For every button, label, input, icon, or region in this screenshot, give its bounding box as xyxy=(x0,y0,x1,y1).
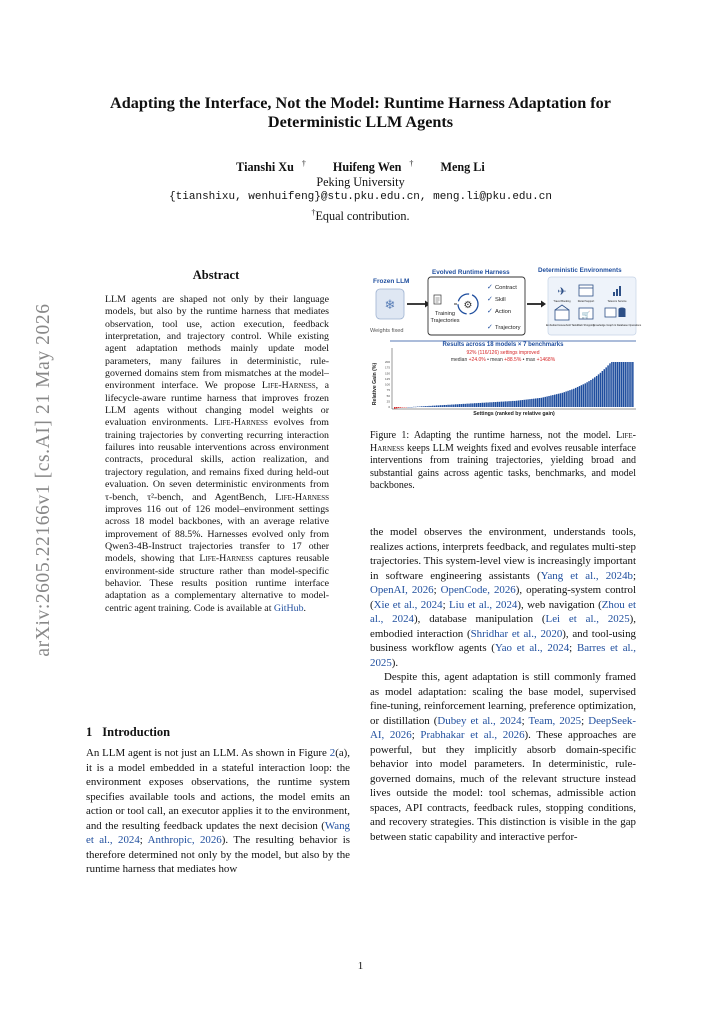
author-block xyxy=(60,156,661,224)
y-tick-label: 175 xyxy=(384,365,390,370)
y-axis-label: Relative Gain (%) xyxy=(372,362,378,406)
chart-bar xyxy=(531,399,532,407)
chart-bar xyxy=(604,369,605,407)
chart-bar xyxy=(628,362,629,407)
chart-bar xyxy=(583,384,584,407)
section-heading: 1 Introduction xyxy=(86,725,171,739)
citation-link[interactable]: Liu et al., 2024 xyxy=(449,598,518,611)
author-names xyxy=(60,156,661,175)
arrow-icon xyxy=(541,301,546,308)
chart-bar xyxy=(524,400,525,407)
intro-paragraph: Despite this, agent adaptation is still commonly framed as model adaptation: scaling the base model, supervised fine-tuning, reinforcement learning, preference optimization, or distillation (Dubey et al., 2024; Team, 2025; DeepSeek-AI, 2026; Prabhakar et al., 2026). These approaches are powerful, but they implicitly absorb domain-specific behavior into model parameters. In deterministic, rule-governed domains, much of the relevant structure instead lives outside the model: tool schemas, admissible action spaces, API contracts, feedback rules, stopping conditions, and recovery strategies. This distinction is visible in the gap between static capability and interactive perfor- xyxy=(370,671,637,843)
chart-bar xyxy=(567,391,568,407)
chart-bar xyxy=(569,390,570,407)
citation-link[interactable]: Lei et al., 2025 xyxy=(545,613,630,625)
chart-bar xyxy=(537,398,538,407)
chart-bar xyxy=(426,406,427,407)
chart-bar xyxy=(607,365,608,407)
svg-text:Action: Action xyxy=(495,309,512,315)
author-emails: {tianshixu, wenhuifeng}@stu.pku.edu.cn, meng.li@pku.edu.cn xyxy=(169,191,552,204)
chart-bar xyxy=(630,362,631,407)
chart-bar xyxy=(428,406,429,407)
document-icon xyxy=(434,295,441,304)
chart-bar xyxy=(575,388,576,407)
chart-bar xyxy=(548,396,549,407)
chart-bar xyxy=(624,362,625,407)
chart-bar xyxy=(449,405,450,407)
chart-bar xyxy=(579,386,580,407)
chart-bar xyxy=(602,371,603,407)
chart-bar xyxy=(577,387,578,407)
chart-bar xyxy=(512,401,513,407)
frozen-llm-label: Frozen LLM xyxy=(373,278,410,285)
chart-bar xyxy=(581,385,582,407)
chart-bar xyxy=(463,404,464,407)
household-icon xyxy=(555,310,569,320)
chart-bar xyxy=(444,405,445,407)
chart-bar xyxy=(476,403,477,407)
chart-bar xyxy=(424,406,425,407)
chart-bar xyxy=(497,402,498,407)
equal-mark: † xyxy=(301,159,306,168)
chart-bar xyxy=(457,404,458,407)
chart-bar xyxy=(586,382,587,407)
weights-fixed-label: Weights fixed xyxy=(370,328,404,334)
chart-bar xyxy=(461,404,462,407)
chart-bar xyxy=(592,379,593,407)
figure-1 xyxy=(370,262,642,422)
chart-bar xyxy=(611,362,612,407)
author-name: Meng Li xyxy=(440,160,485,175)
chart-bar xyxy=(466,404,467,407)
author-name: Tianshi Xu xyxy=(236,160,294,175)
chart-bar xyxy=(554,395,555,407)
chart-bar xyxy=(503,402,504,407)
chart-bar xyxy=(493,402,494,407)
chart-bar xyxy=(571,389,572,407)
chart-bar xyxy=(539,398,540,407)
figure-1-caption: Figure 1: Adapting the runtime harness, not the model. Life-Harness keeps LLM weights fixed and evolves reusable interface interventions from training trajectories, yielding broad and substantial gains across agentic tasks, benchmarks, and model backbones. xyxy=(370,430,637,492)
chart-bar xyxy=(480,403,481,407)
chart-bar xyxy=(546,396,547,407)
equal-mark: † xyxy=(409,159,414,168)
chart-bar xyxy=(617,362,618,407)
author-name: Huifeng Wen xyxy=(332,160,402,175)
github-link[interactable]: GitHub xyxy=(273,602,304,614)
citation-link[interactable]: Xie et al., 2024 xyxy=(373,598,443,611)
abstract-body: LLM agents are shaped not only by their language models, but also by the runtime harness that mediates observation, tool use, action execution, feedback interpretation, and trajectory control. While existing agent adaptation methods mainly update model parameters, many failures in deterministic, rule-governed domains stem from mismatches at the model–environment interface. We propose Life-Harness, a lifecycle-aware runtime harness that improves frozen LLM agents without changing model weights or evaluation environments. Life-Harness evolves from training trajectories by converting recurring interaction failures into reusable interventions across environment contracts, procedural skills, action realization, and trajectory regulation, and remains fixed during held-out evaluation. On seven deterministic environments from τ-bench, τ²-bench, and AgentBench, Life-Harness improves 116 out of 126 model–environment settings across 18 model backbones, with an average relative improvement of 88.5%. Harnesses evolved only from Qwen3-4B-Instruct trajectories transfer to 17 other models, showing that Life-Harness captures reusable environment-side structure rather than model-specific behavior. These results position runtime interface adaptation as a complementary alternative to model-centric agent training. Code is available at GitHub. xyxy=(105,294,329,614)
svg-text:Retail Support: Retail Support xyxy=(577,300,595,303)
method-name: Life-Harness xyxy=(214,417,268,429)
chart-bar xyxy=(459,404,460,407)
arxiv-sidebar xyxy=(0,0,62,1019)
chart-bar xyxy=(516,401,517,407)
chart-bar xyxy=(527,399,528,407)
chart-bar xyxy=(432,406,433,407)
chart-bar xyxy=(398,407,399,408)
chart-bar xyxy=(590,380,591,407)
chart-bar xyxy=(440,405,441,407)
svg-text:Embodied Household Tasks: Embodied Household Tasks xyxy=(545,324,579,327)
svg-text:Travel Booking: Travel Booking xyxy=(553,300,571,303)
svg-text:Trajectory: Trajectory xyxy=(495,325,521,331)
chart-bar xyxy=(442,405,443,407)
method-name: Life-Harness xyxy=(275,491,329,503)
chart-bar xyxy=(522,400,523,407)
environments-label: Deterministic Environments xyxy=(538,267,622,274)
chart-bar xyxy=(472,403,473,407)
figure-1-graphic xyxy=(370,262,642,422)
chart-bar xyxy=(455,404,456,407)
svg-text:Skill: Skill xyxy=(495,297,506,303)
chart-bar xyxy=(453,405,454,407)
svg-text:Telecom Service: Telecom Service xyxy=(607,300,627,303)
chart-bar xyxy=(436,405,437,407)
chart-bar xyxy=(560,393,561,407)
chart-bar xyxy=(474,403,475,407)
chart-bar xyxy=(470,403,471,407)
chart-bar xyxy=(564,392,565,407)
y-tick-label: 75 xyxy=(386,388,390,393)
intro-left-paragraph: An LLM agent is not just an LLM. As shown in Figure 2(a), it is a model embedded in a stateful interaction loop: the environment exposes observations, the runtime system specifies available tools and actions, the model emits an action or tool call, an executor applies it to the environment, and the resulting feedback updates the next decision (Wang et al., 2024; Anthropic, 2026). The resulting behavior is therefore determined not only by the model, but also by the runtime harness that mediates how xyxy=(86,747,350,875)
chart-bar xyxy=(596,376,597,407)
chart-bar xyxy=(423,406,424,407)
chart-bar xyxy=(550,396,551,407)
chart-bar xyxy=(621,362,622,407)
chart-bar xyxy=(623,362,624,407)
training-trajectories-label: Training Trajectories xyxy=(430,311,460,324)
svg-text:Knowledge Graph & Database Ope: Knowledge Graph & Database Operations xyxy=(592,324,642,327)
chart-bar xyxy=(594,377,595,407)
citation-link[interactable]: Zhou et al., 2024 xyxy=(370,598,637,625)
citation-link[interactable]: Dubey et al., 2024 xyxy=(437,714,522,727)
y-tick-label: 100 xyxy=(384,382,390,387)
svg-text:✓: ✓ xyxy=(487,324,493,331)
citation-link[interactable]: Shridhar et al., 2020 xyxy=(470,627,563,640)
chart-bar xyxy=(600,373,601,407)
chart-bar xyxy=(508,401,509,407)
method-name: Life-Harness xyxy=(261,380,316,392)
chart-bar xyxy=(541,398,542,407)
chart-bar xyxy=(482,403,483,407)
chart-bar xyxy=(529,399,530,407)
chart-bar xyxy=(525,400,526,407)
y-tick-label: 150 xyxy=(384,371,390,376)
y-tick-label: 200 xyxy=(384,360,390,364)
chart-bar xyxy=(558,394,559,407)
chart-bar xyxy=(565,391,566,407)
chart-bar xyxy=(504,401,505,407)
y-tick-label: 0 xyxy=(388,405,390,409)
results-title: Results across 18 models × 7 benchmarks xyxy=(442,342,564,348)
chart-bar xyxy=(489,402,490,407)
chart-bar xyxy=(514,401,515,407)
chart-bar xyxy=(605,367,606,407)
chart-bar xyxy=(499,402,500,407)
svg-text:🛒: 🛒 xyxy=(581,312,591,319)
abstract-heading: Abstract xyxy=(192,268,240,282)
chart-bar xyxy=(396,407,397,408)
monitor-icon xyxy=(605,308,616,317)
y-axis-ticks xyxy=(385,360,390,409)
chart-bar xyxy=(520,400,521,407)
svg-text:Contract: Contract xyxy=(495,285,517,291)
chart-bar xyxy=(495,402,496,407)
chart-bar xyxy=(421,406,422,407)
chart-bar xyxy=(501,402,502,407)
chart-bar xyxy=(430,406,431,407)
chart-bar xyxy=(478,403,479,407)
y-tick-label: 50 xyxy=(386,393,390,398)
chart-bar xyxy=(543,397,544,407)
chart-bar xyxy=(615,362,616,407)
chart-bar xyxy=(510,401,511,407)
paper-title xyxy=(60,94,661,132)
chart-bar xyxy=(584,383,585,407)
chart-bar xyxy=(535,398,536,407)
chart-bar xyxy=(609,363,610,407)
citation-link[interactable]: Barres et al., 2025 xyxy=(370,642,637,669)
gain-stats: median +24.0% • mean +88.5% • max +1468% xyxy=(450,357,556,363)
chart-bar xyxy=(468,404,469,407)
citation-link[interactable]: Anthropic, 2026 xyxy=(147,834,222,846)
chart-bar xyxy=(556,394,557,407)
title-line-2: Deterministic LLM Agents xyxy=(267,113,454,131)
chart-bar xyxy=(438,405,439,407)
y-tick-label: 25 xyxy=(386,399,390,404)
svg-text:✓: ✓ xyxy=(487,284,493,291)
snowflake-icon: ❄ xyxy=(384,297,396,312)
citation-link[interactable]: Team, 2025 xyxy=(528,714,582,727)
chart-bar xyxy=(552,395,553,407)
title-line-1: Adapting the Interface, Not the Model: Runtime Harness Adaptation for xyxy=(110,94,611,112)
chart-bar xyxy=(562,393,563,407)
citation-link[interactable]: OpenCode, 2026 xyxy=(440,584,516,596)
chart-bar xyxy=(451,405,452,407)
citation-link[interactable]: Wang et al., 2024 xyxy=(86,819,350,846)
page-number: 1 xyxy=(357,960,364,972)
svg-text:Web Shopping: Web Shopping xyxy=(577,324,595,327)
chart-bar xyxy=(485,403,486,408)
citation-link[interactable]: OpenAI, 2026 xyxy=(370,584,434,596)
chart-bar xyxy=(518,400,519,407)
method-name: Life-Harness xyxy=(199,553,254,565)
citation-link[interactable]: Yang et al., 2024b xyxy=(540,569,633,582)
citation-link[interactable]: Yao et al., 2024 xyxy=(494,642,570,654)
chart-bar xyxy=(533,399,534,407)
chart-bar xyxy=(484,403,485,407)
figure-ref[interactable]: 2 xyxy=(329,747,336,759)
intro-paragraph: the model observes the environment, understands tools, realizes actions, interprets feedback, and regulates multi-step trajectories. This system-level view is increasingly important in software engineering assistants (Yang et al., 2024b; OpenAI, 2026; OpenCode, 2026), operating-system control (Xie et al., 2024; Liu et al., 2024), web navigation (Zhou et al., 2024), database manipulation (Lei et al., 2025), embodied interaction (Shridhar et al., 2020), and tool-using business workflow agents (Yao et al., 2024; Barres et al., 2025). xyxy=(370,526,637,669)
chart-bar xyxy=(506,401,507,407)
y-tick-label: 125 xyxy=(384,376,390,381)
chart-bar xyxy=(400,407,401,408)
improved-settings-text: 92% (116/126) settings improved xyxy=(466,350,540,356)
x-axis-label: Settings (ranked by relative gain) xyxy=(473,411,555,417)
chart-bar xyxy=(544,397,545,407)
chart-bar xyxy=(487,403,488,408)
harness-label: Evolved Runtime Harness xyxy=(432,269,510,276)
chart-bar xyxy=(626,362,627,407)
chart-bar xyxy=(588,381,589,407)
chart-bar xyxy=(445,405,446,407)
chart-bar xyxy=(632,362,633,407)
svg-text:✓: ✓ xyxy=(487,308,493,315)
chart-bar xyxy=(434,406,435,407)
equal-contribution-note: †Equal contribution. xyxy=(311,208,410,224)
chart-bar xyxy=(573,389,574,407)
bar-series xyxy=(394,362,634,409)
intro-right-column xyxy=(370,525,636,844)
chart-bar xyxy=(598,374,599,407)
citation-link[interactable]: Prabhakar et al., 2026 xyxy=(420,729,525,741)
chart-bar xyxy=(619,362,620,407)
chart-bar xyxy=(394,407,395,409)
affiliation: Peking University xyxy=(316,175,405,190)
airplane-icon: ✈ xyxy=(557,286,567,298)
chart-bar xyxy=(464,404,465,407)
chart-bar xyxy=(447,405,448,407)
svg-text:✓: ✓ xyxy=(487,296,493,303)
citation-link[interactable]: DeepSeek-AI, 2026 xyxy=(370,714,636,741)
store-icon xyxy=(579,285,593,296)
chart-bar xyxy=(613,362,614,407)
gear-icon: ⚙ xyxy=(463,300,473,311)
arxiv-id: arXiv:2605.22166v1 [cs.AI] 21 May 2026 xyxy=(33,303,54,657)
chart-bar xyxy=(491,402,492,407)
